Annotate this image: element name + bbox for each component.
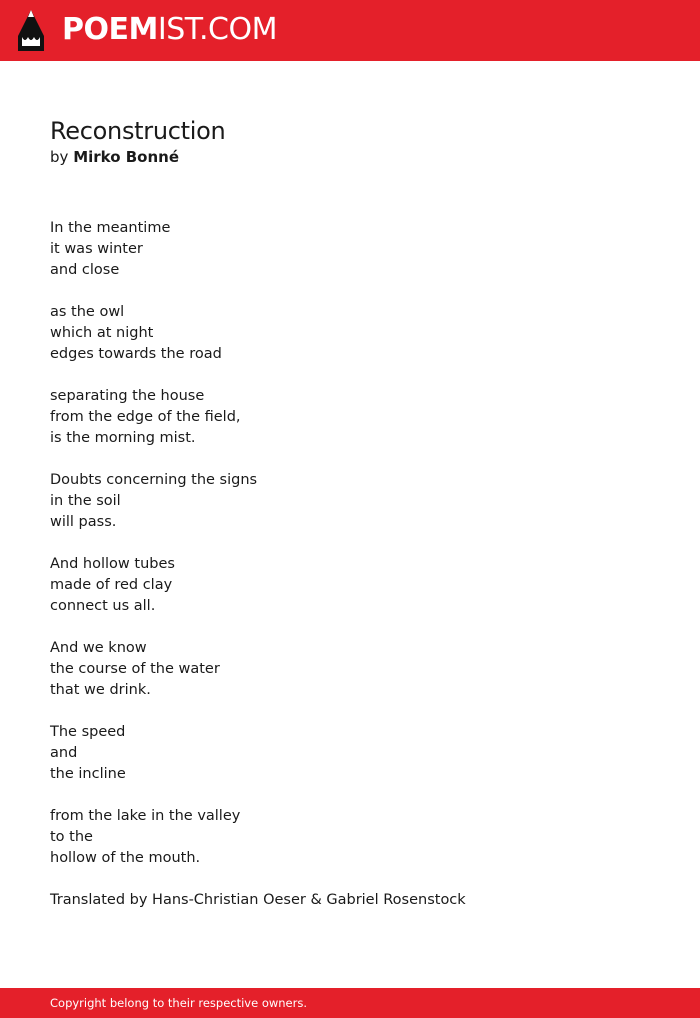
poem-line: the course of the water: [50, 661, 220, 677]
poem-author: Mirko Bonné: [73, 148, 180, 166]
poem-line: Doubts concerning the signs: [50, 472, 258, 488]
poem-line: in the soil: [50, 493, 121, 509]
stanza: [50, 722, 650, 785]
site-footer: [0, 988, 700, 1018]
poem-line: as the owl: [50, 304, 125, 320]
poem-line: made of red clay: [50, 577, 173, 593]
poem-line: that we drink.: [50, 682, 151, 698]
site-brand[interactable]: [62, 12, 277, 48]
by-label: by: [50, 148, 69, 166]
poem-line: it was winter: [50, 241, 143, 257]
poem-line: connect us all.: [50, 598, 156, 614]
translator-note: Translated by Hans-Christian Oeser & Gabriel Rosenstock: [50, 892, 466, 908]
pencil-logo-icon[interactable]: [18, 10, 44, 51]
poem-byline: [50, 146, 650, 168]
stanza: [50, 554, 650, 617]
poem-line: the incline: [50, 766, 126, 782]
poem-line: is the morning mist.: [50, 430, 196, 446]
poem-line: hollow of the mouth.: [50, 850, 201, 866]
stanza: [50, 638, 650, 701]
poem-title: Reconstruction: [50, 117, 226, 145]
poem-line: In the meantime: [50, 220, 171, 236]
poem-line: to the: [50, 829, 93, 845]
poem-line: which at night: [50, 325, 154, 341]
poem-line: and close: [50, 262, 120, 278]
poem-body: [50, 218, 650, 911]
poem-line: and: [50, 745, 78, 761]
poem-content: [50, 116, 650, 911]
poem-line: And hollow tubes: [50, 556, 175, 572]
stanza: [50, 218, 650, 281]
poem-line: And we know: [50, 640, 147, 656]
poem-line: from the lake in the valley: [50, 808, 241, 824]
stanza: [50, 806, 650, 869]
site-header: [0, 0, 700, 61]
brand-light: IST.COM: [157, 12, 277, 47]
poem-line: will pass.: [50, 514, 117, 530]
poem-line: separating the house: [50, 388, 205, 404]
brand-strong: POEM: [62, 12, 158, 47]
poem-line: edges towards the road: [50, 346, 222, 362]
stanza: [50, 302, 650, 365]
poem-line: The speed: [50, 724, 126, 740]
stanza: [50, 386, 650, 449]
copyright-text: Copyright belong to their respective owners.: [50, 996, 308, 1010]
stanza: [50, 470, 650, 533]
poem-line: from the edge of the field,: [50, 409, 241, 425]
